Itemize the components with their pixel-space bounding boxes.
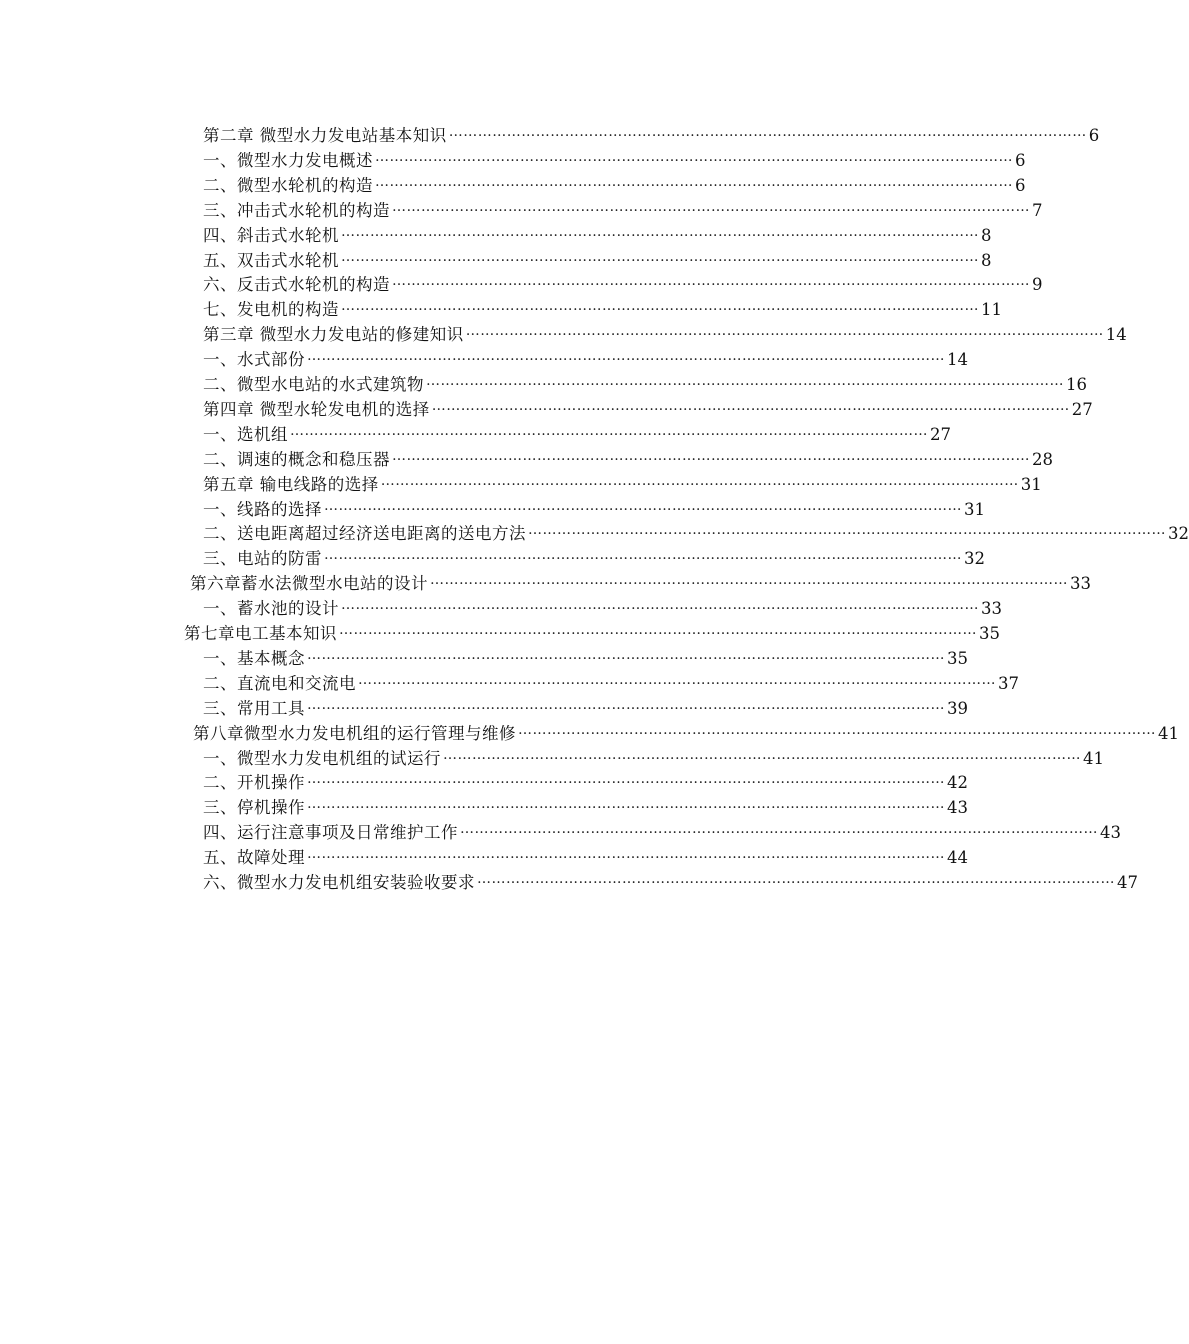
toc-entry-title: 二、直流电和交流电 xyxy=(203,673,356,693)
toc-page-number: 16 xyxy=(1066,375,1087,394)
toc-entry-title: 一、水式部份 xyxy=(203,350,305,370)
toc-dot-leader: …………………………………………………………………………………………………………………… xyxy=(465,323,1104,340)
toc-dot-leader: …………………………………………………………………………………………………………………… xyxy=(290,422,928,439)
toc-page-number: 33 xyxy=(981,599,1002,619)
toc-entry-title: 五、双击式水轮机 xyxy=(203,250,339,270)
toc-entry-title: 三、常用工具 xyxy=(203,698,305,718)
toc-entry-title: 一、 xyxy=(203,599,237,619)
toc-page-number: 6 xyxy=(1015,150,1026,170)
toc-entry-title: 一、微型水力发电机组的试运行 xyxy=(203,748,441,768)
toc-page-number: 35 xyxy=(979,624,1000,643)
toc-entry-title: 第八章 xyxy=(193,723,244,743)
toc-page-number: 14 xyxy=(947,350,968,370)
toc-dot-leader: …………………………………………………………………………………………………………………… xyxy=(518,721,1156,738)
toc-dot-leader: …………………………………………………………………………………………………………………… xyxy=(341,298,979,315)
toc-dot-leader: …………………………………………………………………………………………………………………… xyxy=(307,696,945,713)
toc-dot-leader: …………………………………………………………………………………………………………………… xyxy=(341,223,979,240)
toc-entry-title: 五、故障处理 xyxy=(203,848,305,868)
toc-page-number: 8 xyxy=(981,225,992,245)
toc-dot-leader: …………………………………………………………………………………………………………………… xyxy=(430,572,1068,589)
toc-page-number: 6 xyxy=(1015,175,1026,195)
toc-dot-leader: …………………………………………………………………………………………………………………… xyxy=(392,273,1030,290)
toc-dot-leader: …………………………………………………………………………………………………………………… xyxy=(392,198,1030,215)
toc-page-number: 14 xyxy=(1105,325,1127,345)
toc-entry-title-part: 微型水力发电机组的运行管理与维修 xyxy=(244,723,516,743)
toc-entry-title: 二、调速的概念和稳压器 xyxy=(203,449,390,469)
toc-page-number: 6 xyxy=(1088,126,1100,145)
toc-dot-leader: …………………………………………………………………………………………………………………… xyxy=(341,597,979,614)
toc-dot-leader: …………………………………………………………………………………………………………………… xyxy=(431,397,1070,414)
toc-entry-title: 三、电站的防雷 xyxy=(203,549,322,569)
toc-entry-title-part: 蓄水池的设计 xyxy=(237,599,339,619)
toc-page-number: 31 xyxy=(964,499,985,519)
toc-entry-title: 二、微型水轮机的构造 xyxy=(203,175,373,195)
toc-page-number: 8 xyxy=(981,250,992,270)
toc-entry-title: 七、发电机的构造 xyxy=(203,300,339,320)
toc-dot-leader: …………………………………………………………………………………………………………………… xyxy=(448,124,1087,140)
toc-dot-leader: …………………………………………………………………………………………………………………… xyxy=(341,248,979,265)
toc-page-number: 43 xyxy=(1100,823,1121,843)
toc-entry-title: 六、微型水力发电机组安装验收要求 xyxy=(203,873,475,892)
toc-page-number: 41 xyxy=(1158,723,1179,743)
toc-dot-leader: …………………………………………………………………………………………………………………… xyxy=(358,671,996,688)
toc-entry-title: 一、线路的选择 xyxy=(203,499,322,519)
toc-page-number: 47 xyxy=(1117,873,1138,892)
toc-dot-leader: …………………………………………………………………………………………………………………… xyxy=(380,472,1019,489)
toc-dot-leader: …………………………………………………………………………………………………………………… xyxy=(392,447,1030,464)
toc-entry-title: 一、选机组 xyxy=(203,424,288,444)
toc-entry-title: 第二章 微型水力发电站基本知识 xyxy=(203,126,447,145)
toc-dot-leader: …………………………………………………………………………………………………………………… xyxy=(307,348,945,365)
toc-entry-title: 第四章 微型水轮发电机的选择 xyxy=(203,399,430,419)
toc-dot-leader: …………………………………………………………………………………………………………………… xyxy=(307,771,945,788)
toc-entry-title: 四、运行注意事项及日常维护工作 xyxy=(203,823,458,843)
toc-entry-title: 三、停机操作 xyxy=(203,798,305,818)
toc-dot-leader: …………………………………………………………………………………………………………………… xyxy=(375,173,1013,190)
toc-entry-title: 第三章 微型水力发电站的修建知识 xyxy=(203,325,464,345)
toc-page-number: 35 xyxy=(947,648,968,668)
toc-entry-title: 二、微型水电站的水式建筑物 xyxy=(203,375,424,394)
toc-entry-title-part: 电工基本知识 xyxy=(235,624,337,643)
toc-page-number: 27 xyxy=(930,424,951,444)
toc-page-number: 31 xyxy=(1020,474,1042,494)
toc-page-number: 7 xyxy=(1032,200,1043,220)
toc-entry-title: 第五章 输电线路的选择 xyxy=(203,474,379,494)
toc-dot-leader: …………………………………………………………………………………………………………………… xyxy=(307,796,945,813)
toc-dot-leader: …………………………………………………………………………………………………………………… xyxy=(477,871,1115,887)
toc-dot-leader: …………………………………………………………………………………………………………………… xyxy=(528,522,1166,539)
toc-page-number: 41 xyxy=(1083,748,1104,768)
toc-page-number: 37 xyxy=(998,673,1019,693)
toc-dot-leader: …………………………………………………………………………………………………………………… xyxy=(426,373,1064,389)
toc-page-number: 44 xyxy=(947,848,968,868)
toc-entry-title: 一、微型水力发电概述 xyxy=(203,150,373,170)
toc-dot-leader: …………………………………………………………………………………………………………………… xyxy=(324,547,962,564)
toc-page-number: 42 xyxy=(947,773,968,793)
toc-dot-leader: …………………………………………………………………………………………………………………… xyxy=(324,497,962,514)
toc-page-number: 32 xyxy=(964,549,985,569)
toc-page-number: 27 xyxy=(1071,399,1093,419)
toc-dot-leader: …………………………………………………………………………………………………………………… xyxy=(443,746,1081,763)
toc-page-number: 39 xyxy=(947,698,968,718)
toc-page-number: 9 xyxy=(1032,275,1043,295)
toc-page-number: 33 xyxy=(1070,574,1091,594)
toc-page-number: 43 xyxy=(947,798,968,818)
toc-entry-title: 第六章 xyxy=(190,574,241,594)
toc-entry-title: 三、冲击式水轮机的构造 xyxy=(203,200,390,220)
toc-entry-title: 第七章 xyxy=(184,624,235,643)
toc-dot-leader: …………………………………………………………………………………………………………………… xyxy=(460,821,1098,838)
toc-entry-title: 二、开机操作 xyxy=(203,773,305,793)
toc-entry-title: 二、送电距离超过经济送电距离的送电方法 xyxy=(203,524,526,544)
toc-section-row xyxy=(203,871,1138,895)
toc-entry-title: 四、斜击式水轮机 xyxy=(203,225,339,245)
toc-page-number: 32 xyxy=(1168,524,1189,544)
toc-dot-leader: …………………………………………………………………………………………………………………… xyxy=(339,622,977,638)
toc-dot-leader: …………………………………………………………………………………………………………………… xyxy=(307,846,945,863)
toc-entry-title: 六、反击式水轮机的构造 xyxy=(203,275,390,295)
toc-dot-leader: …………………………………………………………………………………………………………………… xyxy=(375,148,1013,165)
toc-page-number: 28 xyxy=(1032,449,1053,469)
toc-page-number: 11 xyxy=(981,300,1002,320)
toc-dot-leader: …………………………………………………………………………………………………………………… xyxy=(307,646,945,663)
toc-entry-title-part: 蓄水法微型水电站的设计 xyxy=(241,574,428,594)
toc-entry-title: 一、基本概念 xyxy=(203,648,305,668)
